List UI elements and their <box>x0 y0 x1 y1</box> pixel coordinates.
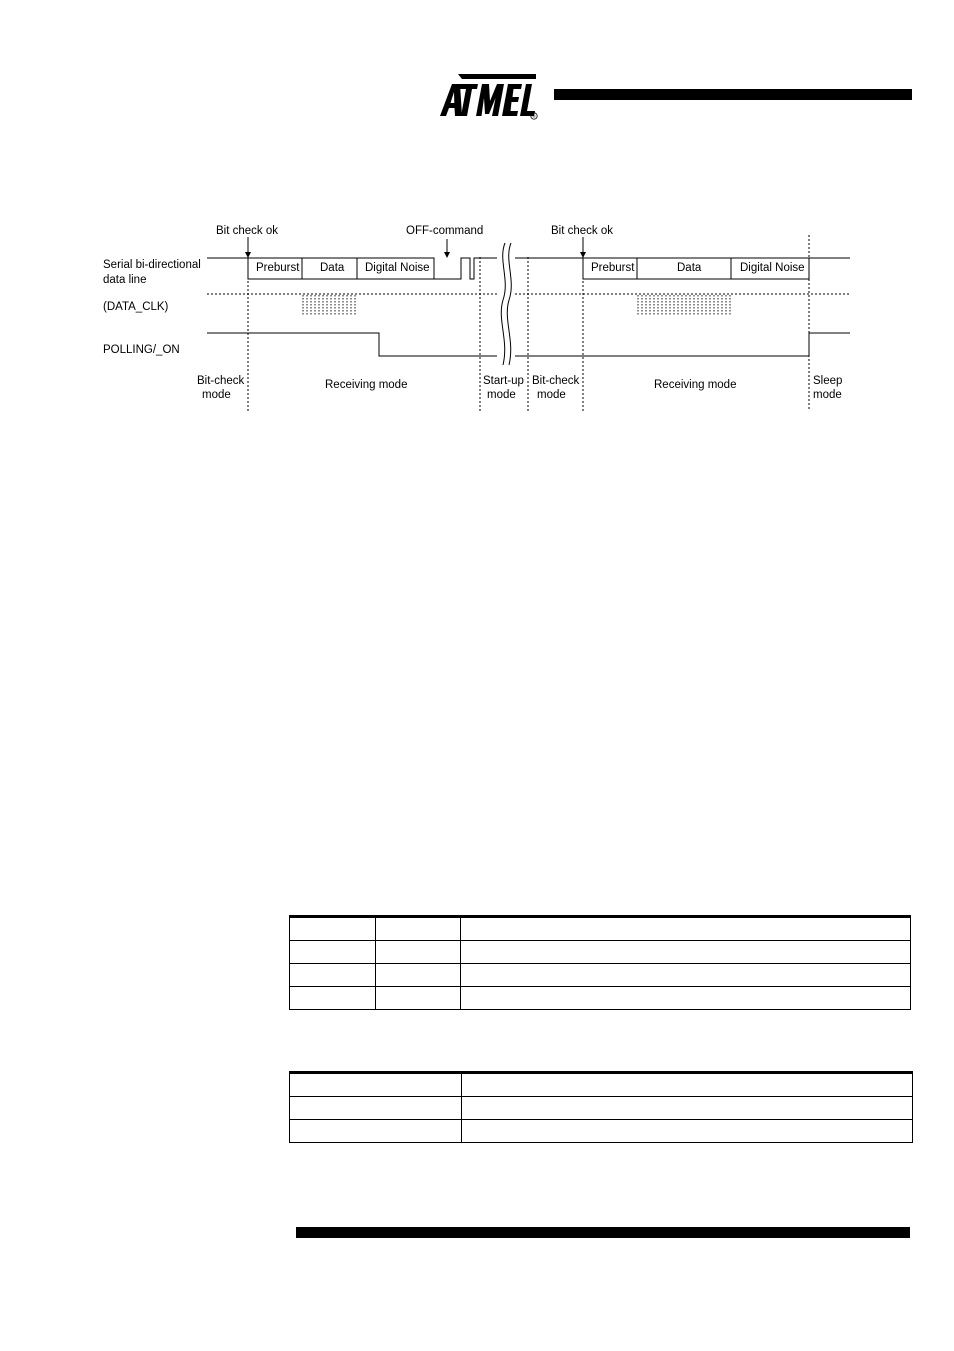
frame1-data: Data <box>320 262 345 274</box>
frame2-data: Data <box>677 262 702 274</box>
frame1-preburst: Preburst <box>256 262 300 274</box>
mode-bitcheck2-l2: mode <box>537 389 566 401</box>
frame1-noise: Digital Noise <box>365 262 430 274</box>
mode-startup-l2: mode <box>487 389 516 401</box>
mode-startup-l1: Start-up <box>483 375 524 387</box>
mode-bitcheck2-l1: Bit-check <box>532 375 580 387</box>
table-row <box>290 987 911 1010</box>
signal-serial-line2: data line <box>103 274 147 286</box>
table-row <box>290 1073 913 1097</box>
atmel-logo <box>438 70 542 120</box>
frame2-noise: Digital Noise <box>740 262 805 274</box>
table-row <box>290 1120 913 1143</box>
bit-check-ok-label-1: Bit check ok <box>216 225 278 237</box>
footer-rule <box>296 1227 910 1238</box>
mode-receiving1: Receiving mode <box>325 379 408 391</box>
signal-serial-line1: Serial bi-directional <box>103 259 201 271</box>
registered-mark: ® <box>532 113 536 119</box>
table-row <box>290 964 911 987</box>
off-command-label: OFF-command <box>406 225 484 237</box>
signal-polling-on: POLLING/_ON <box>103 344 180 356</box>
bit-check-ok-label-2: Bit check ok <box>551 225 613 237</box>
mode-sleep-l2: mode <box>813 389 842 401</box>
table-2 <box>289 1071 913 1143</box>
frame2-preburst: Preburst <box>591 262 635 274</box>
timing-diagram <box>0 215 954 425</box>
table-1 <box>289 915 911 1010</box>
mode-receiving2: Receiving mode <box>654 379 737 391</box>
header-rule <box>554 89 912 100</box>
mode-bitcheck1-l2: mode <box>202 389 231 401</box>
table-row <box>290 941 911 964</box>
mode-bitcheck1-l1: Bit-check <box>197 375 245 387</box>
table-row <box>290 1097 913 1120</box>
mode-sleep-l1: Sleep <box>813 375 843 387</box>
signal-data-clk: (DATA_CLK) <box>103 301 169 313</box>
table-row <box>290 917 911 941</box>
